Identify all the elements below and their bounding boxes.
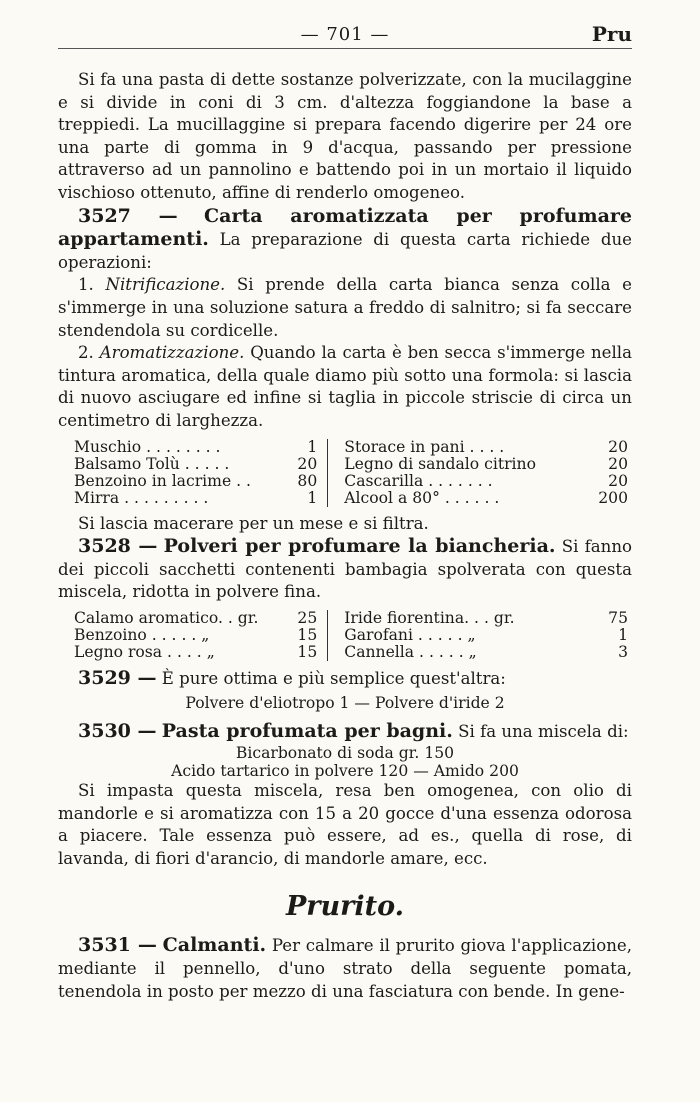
entry-number: 3529 —: [78, 666, 157, 689]
intro-paragraph: Si fa una pasta di dette sostanze polverizzate, con la mucilaggine e si divide in coni di 3 cm. d'altezza foggiandone la base a treppiedi. La mucillaggine si prepara facendo digerire per 24 ore una parte di gomma in 9 d'acqua, passando per pressione attraverso ad un pannolino e battendo poi in un mortaio il liquido vischioso ottenuto, affine di renderlo omogeneo.: [58, 70, 632, 202]
recipe-row: Legno di sandalo citrino 20: [344, 454, 628, 473]
recipe-row: Benzoino . . . . . „ 15: [74, 625, 318, 644]
formula-line: Acido tartarico in polvere 120 — Amido 200: [171, 762, 519, 781]
step-label: 1.: [78, 275, 94, 295]
recipe-row: Cannella . . . . . „ 3: [344, 642, 628, 661]
step-title: Nitrificazione.: [105, 275, 226, 295]
recipe-row: Benzoino in lacrime . . 80: [74, 471, 318, 490]
recipe-row: Storace in pani . . . . 20: [344, 437, 628, 456]
entry-number: 3527 —: [78, 204, 178, 227]
recipe-table-3528: [58, 610, 632, 661]
formula-line: Bicarbonato di soda gr. 150: [235, 744, 455, 763]
entry-number: 3530 —: [78, 720, 157, 743]
entry-number: 3528 —: [78, 535, 158, 558]
entry-3527-after: Si lascia macerare per un mese e si filtra.: [78, 513, 429, 533]
step-2: [58, 342, 632, 432]
page-header: [58, 20, 632, 49]
entry-text: È pure ottima e più semplice quest'altra:: [161, 668, 506, 688]
page-number: — 701 —: [300, 24, 390, 45]
recipe-row: Calamo aromatico. . gr. 25: [74, 608, 318, 627]
entry-title: Carta aromatizzata per profumare appartamenti.: [58, 204, 633, 251]
page-body: [58, 69, 632, 1003]
entry-3530: [58, 720, 632, 744]
step-text: Si prende della carta bianca senza colla e s'immerge in una soluzione satura a freddo di salnitro; si fa seccare stendendola su cordicelle.: [58, 275, 632, 340]
entry-3528: [58, 535, 632, 604]
entry-3530-paragraph: Si impasta questa miscela, resa ben omogenea, con olio di mandorle e si aromatizza con 15 a 20 gocce d'una essenza odorosa a piacere. Tale essenza può essere, ad es., quella di rose, di lavanda, di fiori d'arancio, di mandorle amare, ecc.: [58, 781, 632, 868]
section-title: Prurito.: [285, 891, 405, 923]
recipe-row: Cascarilla . . . . . . . 20: [344, 471, 628, 490]
step-title: Aromatizzazione.: [99, 343, 245, 363]
entry-text: Si fanno dei piccoli sacchetti contenenti bambagia spolverata con questa miscela, ridotta in polvere fina.: [58, 537, 633, 602]
step-text: Quando la carta è ben secca s'immerge nella tintura aromatica, della quale diamo più sotto una formola: si lascia di nuovo asciugare ed infine si taglia in piccole striscie di circa un centimetro di larghezza.: [58, 343, 632, 430]
recipe-row: Mirra . . . . . . . . . 1: [74, 488, 318, 507]
step-1: [58, 274, 632, 342]
recipe-row: Alcool a 80° . . . . . . 200: [344, 488, 628, 507]
entry-text: Si fa una miscela di:: [458, 722, 629, 742]
formula-line: Polvere d'eliotropo 1 — Polvere d'iride 2: [185, 694, 505, 713]
entry-title: Pasta profumata per bagni.: [161, 720, 453, 743]
entry-3529: [58, 667, 632, 691]
entry-title: Calmanti.: [162, 934, 267, 957]
recipe-row: Muschio . . . . . . . . 1: [74, 437, 318, 456]
book-page: [58, 20, 632, 1003]
recipe-row: Garofani . . . . . „ 1: [344, 625, 628, 644]
step-label: 2.: [78, 343, 94, 363]
entry-number: 3531 —: [78, 934, 157, 957]
running-head: Pru: [591, 22, 632, 46]
recipe-row: Legno rosa . . . . „ 15: [74, 642, 318, 661]
entry-3531: [58, 934, 632, 1003]
entry-title: Polveri per profumare la biancheria.: [163, 535, 556, 558]
entry-text: Per calmare il prurito giova l'applicazione, mediante il pennello, d'uno strato della seguente pomata, tenendola in posto per mezzo di una fasciatura con bende. In gene-: [58, 936, 633, 1001]
entry-text: La preparazione di questa carta richiede due operazioni:: [58, 230, 632, 272]
recipe-row: Balsamo Tolù . . . . . 20: [74, 454, 318, 473]
recipe-table-3527: [58, 439, 632, 507]
entry-3527: [58, 205, 632, 275]
recipe-row: Iride fiorentina. . . gr. 75: [344, 608, 628, 627]
